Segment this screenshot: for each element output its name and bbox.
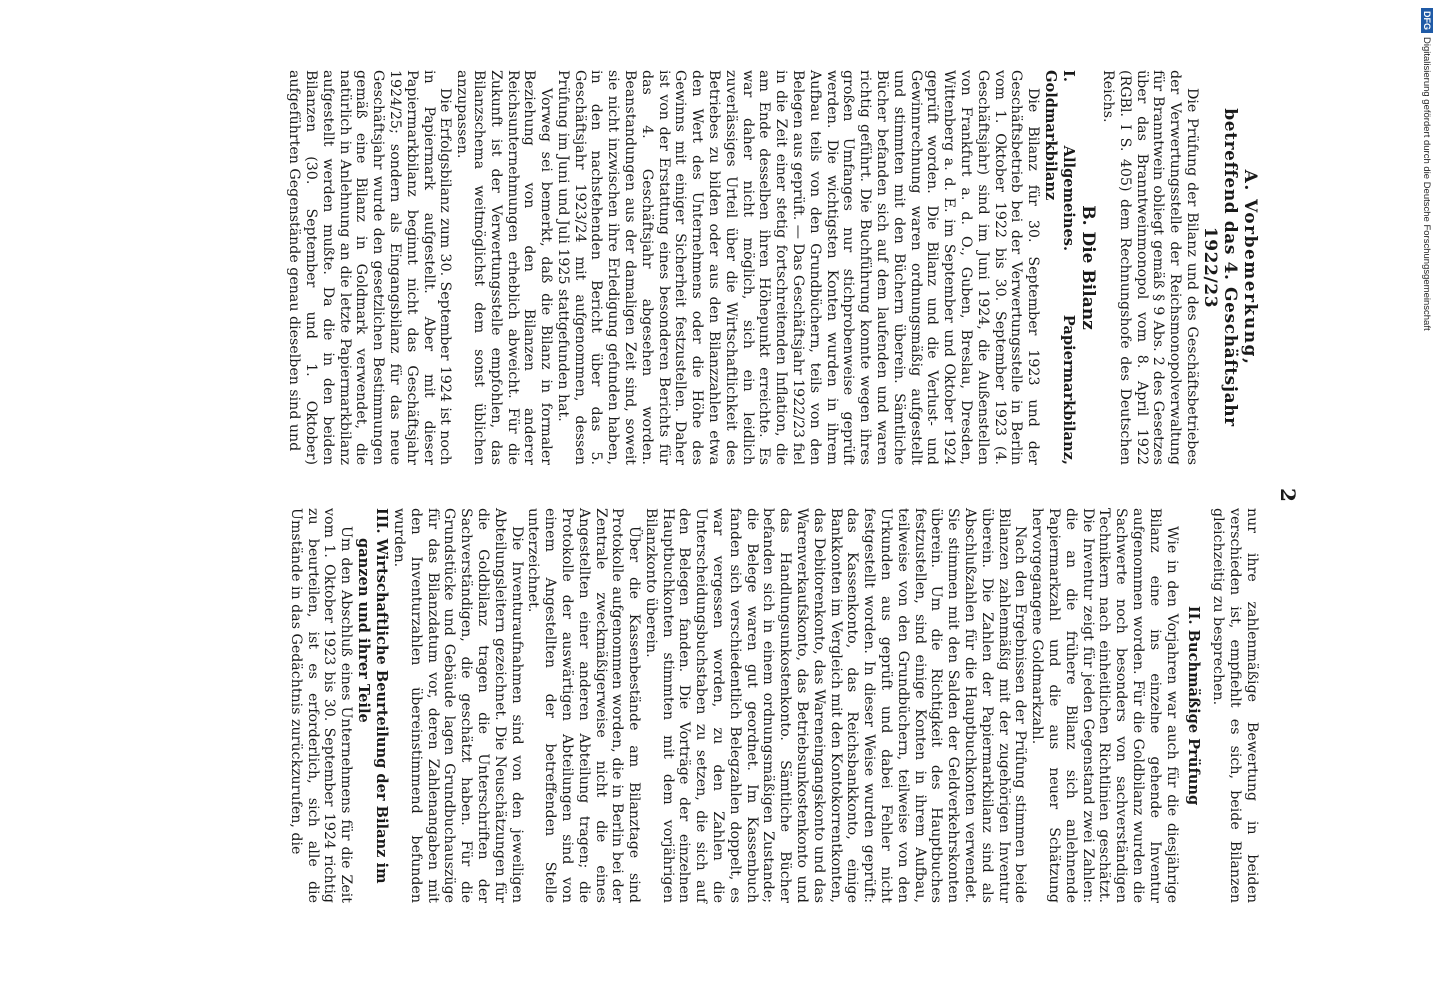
section-a-heading [1200, 70, 1260, 465]
subsection-iii-heading-line1: III. Wirtschaftliche Beurteilung der Bilanz im [373, 508, 391, 884]
paragraph: Die Inventuraufnahmen sind von den jeweiligen Abteilungsleitern gezeichnet. Die Neuschätzungen für die Goldbilanz tragen die Unterschriften der Sachverständigen, die geschätzt haben. Für die Grundstücke und Gebäude lagen Grundbuchauszüge für das Bilanzdatum vor, deren Zahlenangaben mit den Inventurzahlen übereinstimmend befunden wurden. [390, 508, 525, 903]
paragraph: Um den Abschluß eines Unternehmens für die Zeit vom 1. Oktober 1923 bis 30. September 1924 richtig zu beurteilen, ist es erforderlich, sich alle die Umstände in das Gedächtnis zurückzurufen, die [287, 508, 355, 903]
digitization-credit: Digitalisierung gefördert durch die Deutsche Forschungsgemeinschaft [1421, 37, 1433, 331]
paragraph: Über die Kassenbestände am Bilanztage sind Protokolle aufgenommen worden, die in Berlin bei der Zentrale zweckmäßigerweise nicht die eines Angestellten einer anderen Abteilung tragen; die Protokolle der auswärtigen Abteilungen sind von einem Angestellten der betreffenden Stelle unterzeichnet. [525, 508, 643, 903]
left-column [285, 70, 1260, 465]
section-a-heading-line1: A. Vorbemerkung, [1240, 169, 1260, 366]
paragraph: Nach den Ergebnissen der Prüfung stimmen beide Bilanzen zahlenmäßig mit der zugehörigen Inventur überein. Die Zahlen der Papiermarkbilanz sind als Abschlußzahlen für die Hauptbuchkonten verwendet. Sie stimmen mit den Salden der Geldverkehrskonten überein. Um die Richtigkeit des Hauptbuches festzustellen, sind einige Konten in ihrem Aufbau, teilweise von den Grundbüchern, teilweise von den Urkunden aus geprüft und dabei Fehler nicht festgestellt worden. In dieser Weise wurden geprüft: das Kassenkonto, das Reichsbankkonto, einige Bankkonten im Vergleich mit den Kontokorrentkonten, das Debitorenkonto, das Wareneingangskonto und das Warenverkaufskonto, das Betriebsunkostenkonto und das Handlungsunkostenkonto. Sämtliche Bücher befanden sich in einem ordnungsmäßigen Zustande; die Belege waren gut geordnet. Im Kassenbuch fanden sich verschiedentlich Belegzahlen doppelt, es war vergessen worden, zu den Zahlen die Unterscheidungsbuchstaben zu setzen, die sich auf den Belegen fanden. Die Vorträge der einzelnen Hauptbuchkonten stimmten mit dem vorjährigen Bilanzkonto überein. [642, 508, 1029, 903]
section-a-heading-line2: betreffend das 4. Geschäftsjahr 1922/23 [1200, 108, 1240, 427]
subsection-iii-heading-line2: ganzen und ihrer Teile [355, 538, 373, 723]
dfg-logo: DFG [1421, 8, 1433, 33]
paragraph: Die Prüfung der Bilanz und des Geschäftsbetriebes der Verwertungsstelle der Reichsmonopolverwaltung für Branntwein obliegt gemäß § 9 Abs. 2 des Gesetzes über das Branntweinmonopol vom 8. April 1922 (RGBl. I S. 405) dem Rechnungshofe des Deutschen Reichs. [1100, 70, 1200, 465]
subsection-i-heading: I. Allgemeines. Papiermarkbilanz, Goldmarkbilanz [1042, 70, 1078, 465]
paragraph: Vorweg sei bemerkt, daß die Bilanz in formaler Beziehung von den Bilanzen anderer Reichsunternehmungen erheblich abweicht. Für die Zukunft ist der Verwertungsstelle empfohlen, das Bilanzschema weitmöglichst dem sonst üblichen anzupassen. [454, 70, 555, 465]
right-column [287, 508, 1260, 903]
paragraph: nur ihre zahlenmäßige Bewertung in beiden verschieden ist, empfiehlt es sich, beide Bilanzen gleichzeitig zu besprechen. [1210, 508, 1260, 903]
subsection-iii-heading [354, 508, 390, 903]
document-page [220, 70, 1300, 920]
paragraph: Die Erfolgsbilanz zum 30. September 1924 ist noch in Papiermark aufgestellt. Aber mit dieser Papiermarkbilanz beginnt nicht das Geschäftsjahr 1924/25; sondern als Eingangsbilanz für das neue Geschäftsjahr wurde den gesetzlichen Bestimmungen gemäß eine Bilanz in Goldmark verwendet, die natürlich in Anlehnung an die letzte Papiermarkbilanz aufgestellt werden mußte. Da die in den beiden Bilanzen (30. September und 1. Oktober) aufgeführten Gegenstände genau dieselben sind und [286, 70, 454, 465]
paragraph: Die Bilanz für 30. September 1923 und der Geschäftsbetrieb bei der Verwertungsstelle in Berlin vom 1. Oktober 1922 bis 30. September 1923 (4. Geschäftsjahr) sind im Juni 1924, die Außenstellen von Frankfurt a. d. O., Guben, Breslau, Dresden, Wittenberg a. d. E. im September und Oktober 1924 geprüft worden. Die Bilanz und die Verlust- und Gewinnrechnung waren ordnungsmäßig aufgestellt und stimmten mit den Büchern überein. Sämtliche Bücher befanden sich auf dem laufenden und waren richtig geführt. Die Buchführung konnte wegen ihres großen Umfanges nur stichprobenweise geprüft werden. Die wichtigsten Konten wurden in ihrem Aufbau teils von den Grundbüchern, teils von den Belegen aus geprüft. — Das Geschäftsjahr 1922/23 fiel in die Zeit einer stetig fortschreitenden Inflation, die am Ende desselben ihren Höhepunkt erreichte. Es war daher nicht möglich, sich ein leidlich zuverlässiges Urteil über die Wirtschaftlichkeit des Betriebes zu bilden oder aus den Bilanzzahlen etwa den Wert des Unternehmens oder die Höhe des Gewinns mit einiger Sicherheit festzustellen. Daher ist von der Erstattung eines besonderen Berichts für das 4. Geschäftsjahr abgesehen worden. Beanstandungen aus der damaligen Zeit sind, soweit sie nicht inzwischen ihre Erledigung gefunden haben, in den nachstehenden Bericht über das 5. Geschäftsjahr 1923/24 mit aufgenommen, dessen Prüfung im Juni und Juli 1925 stattgefunden hat. [554, 70, 1042, 465]
section-b-heading: B. Die Bilanz [1078, 205, 1099, 330]
subsection-ii-heading: II. Buchmäßige Prüfung [1184, 605, 1202, 806]
paragraph: Wie in den Vorjahren war auch für die diesjährige Bilanz eine ins einzelne gehende Inventur aufgenommen worden. Für die Goldbilanz wurden die Sachwerte noch besonders von sachverständigen Technikern nach einheitlichen Richtlinien geschätzt. Die Inventur zeigt für jeden Gegenstand zwei Zahlen: die an die frühere Bilanz sich anlehnende Papiermarkzahl und die aus neuer Schätzung hervorgegangene Goldmarkzahl. [1029, 508, 1180, 903]
page-number: 2 [1276, 488, 1300, 502]
digitization-sidebar [1416, 0, 1434, 1000]
